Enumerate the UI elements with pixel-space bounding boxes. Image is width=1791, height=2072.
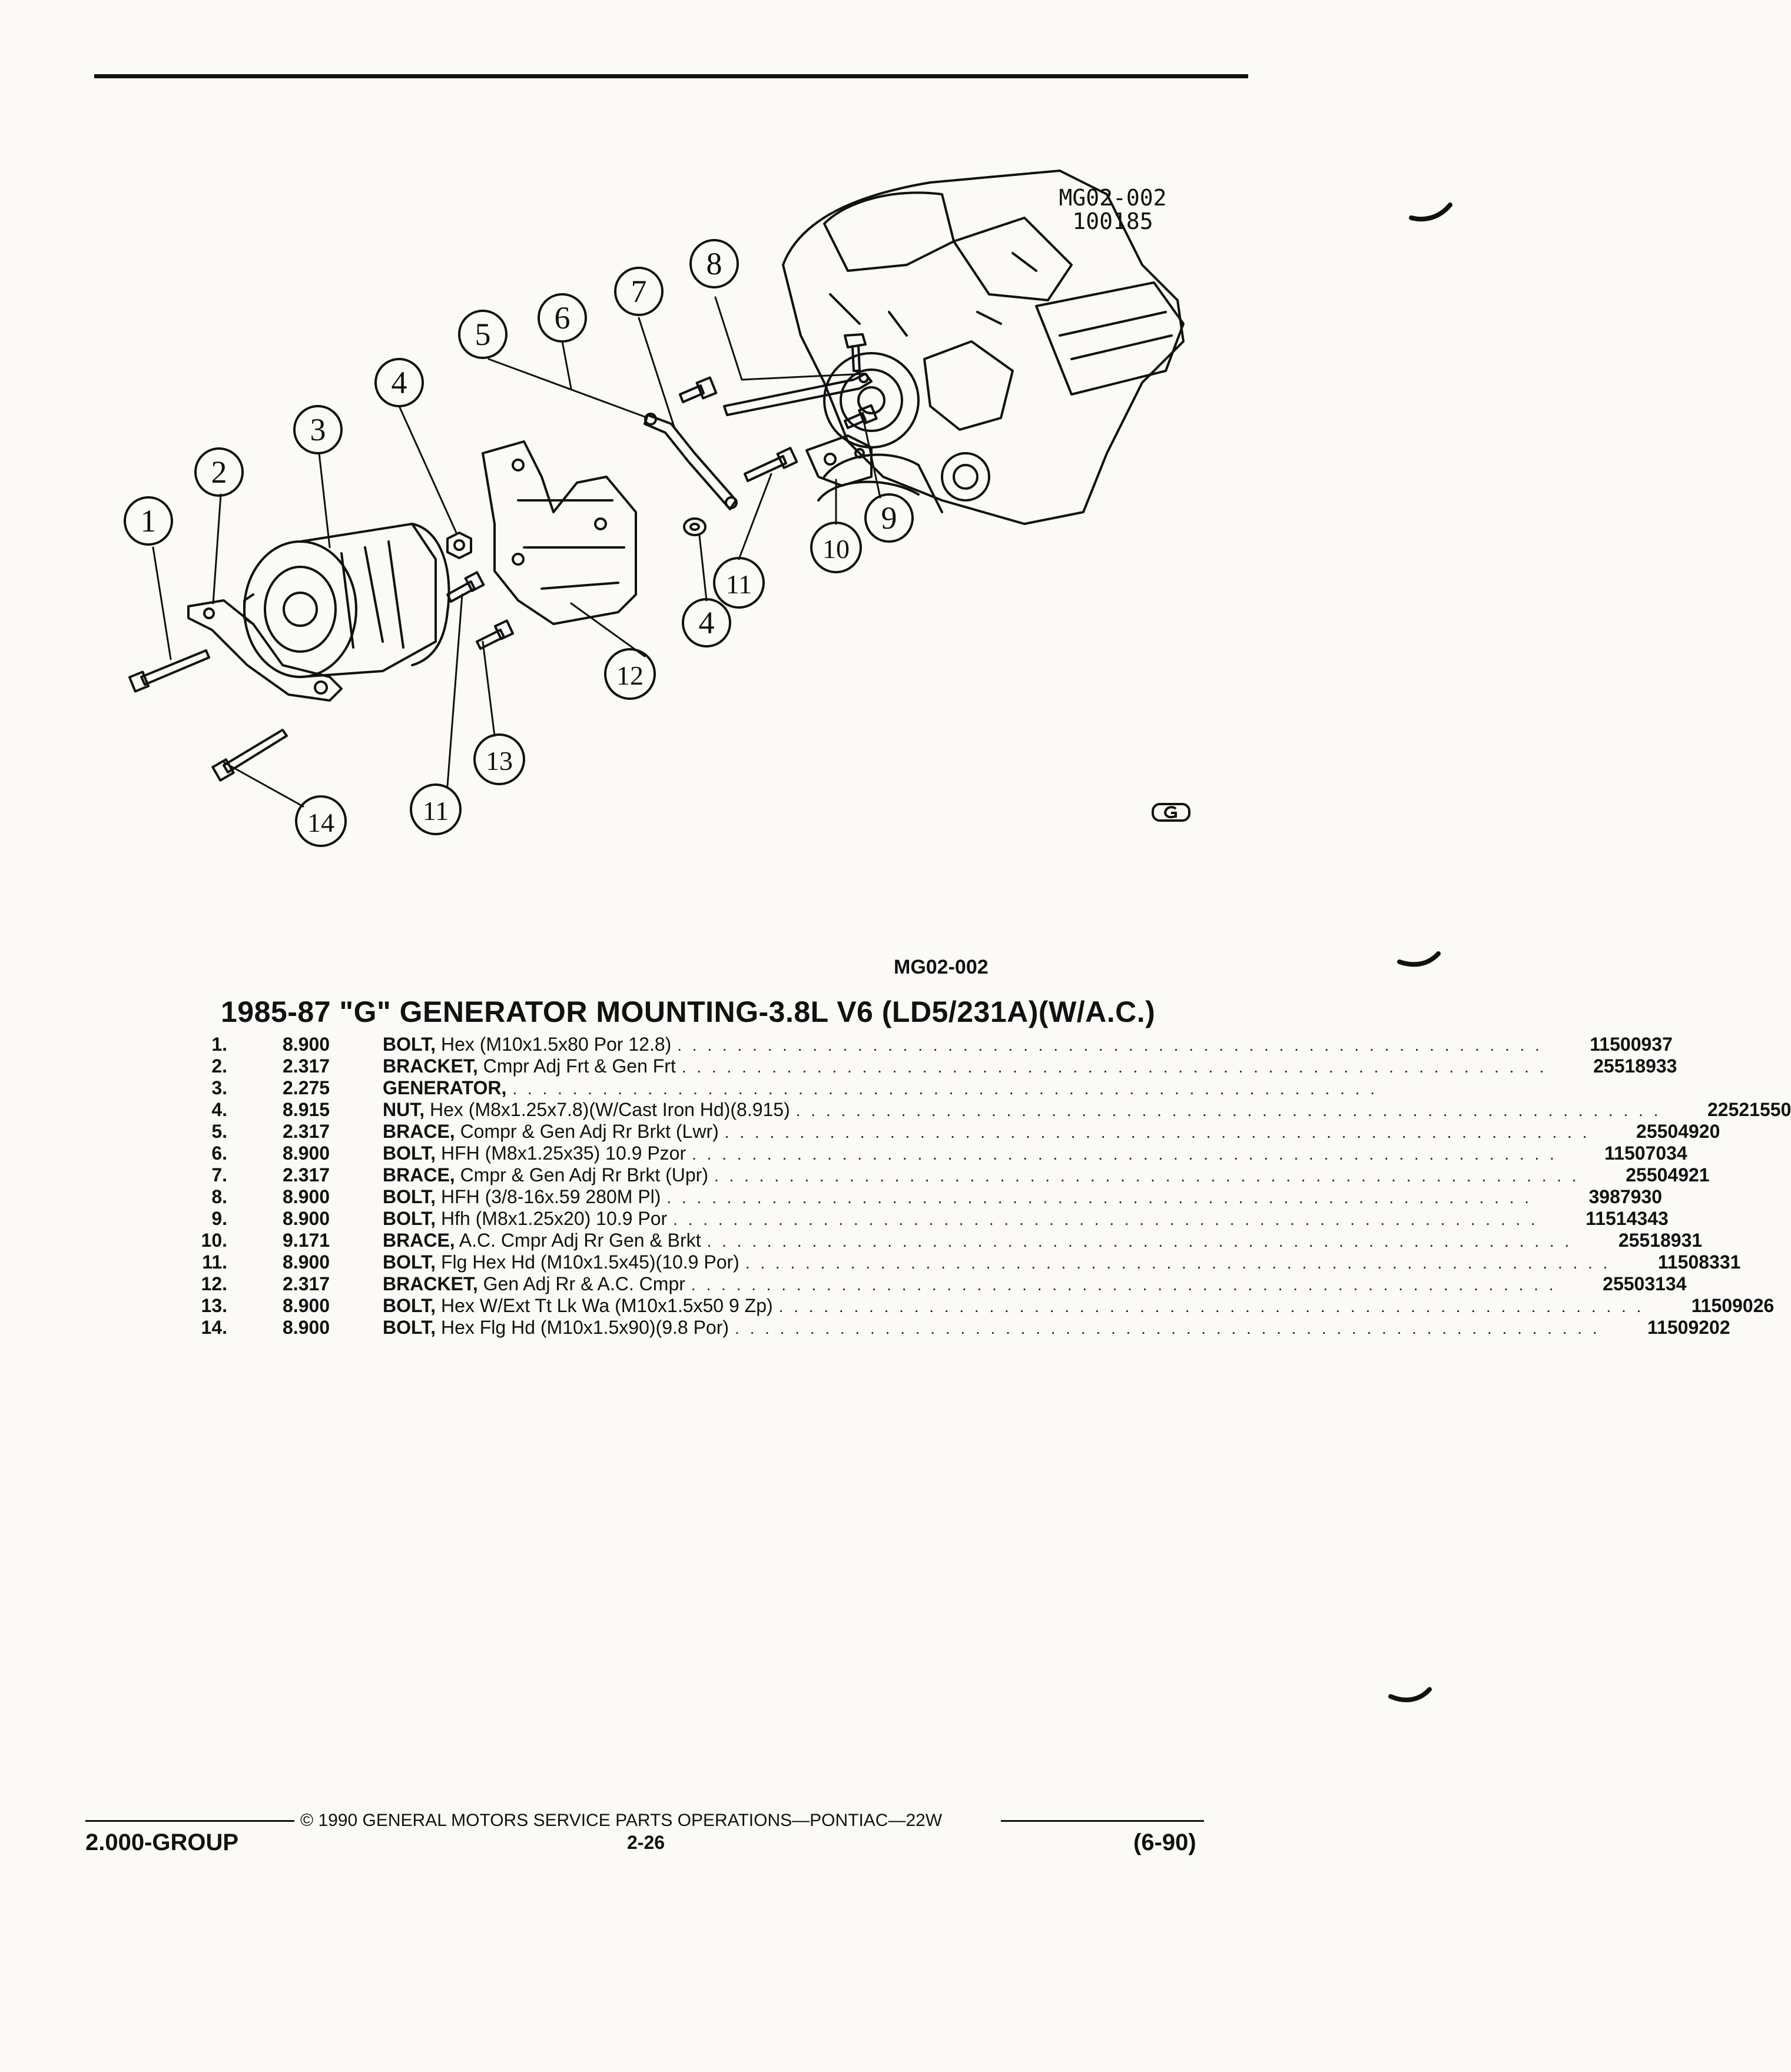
bolt-1-drawing <box>130 650 209 692</box>
leader-dots: . . . . . . . . . . . . . . . . . . . . . . . . . . . . . . . . . . . . . . . . . . . . . . . . . . . . . . . . . . <box>707 1232 1573 1250</box>
figure-code <box>1030 186 1195 233</box>
nut-4-drawing <box>447 533 471 558</box>
part-number: 25504921 <box>1626 1164 1710 1186</box>
part-detail: Hfh (M8x1.25x20) 10.9 Por <box>436 1208 668 1229</box>
part-number: 25518933 <box>1593 1055 1677 1077</box>
group-label: 2.000-GROUP <box>85 1829 239 1855</box>
callout-1 <box>125 497 172 544</box>
part-name: BRACKET, <box>383 1055 478 1077</box>
callout-3 <box>294 406 341 453</box>
part-name: BRACKET, <box>383 1273 478 1294</box>
part-detail: HFH (3/8-16x.59 280M Pl) <box>436 1186 661 1207</box>
figure-code-line-2: 100185 <box>1072 208 1153 234</box>
part-name: NUT, <box>383 1099 425 1120</box>
callout-2 <box>195 449 243 496</box>
callout-8 <box>691 240 738 287</box>
svg-text:1: 1 <box>140 503 157 539</box>
part-number: 3987930 <box>1588 1186 1663 1207</box>
item-number: 1. <box>211 1034 227 1055</box>
figure-code-line-1: MG02-002 <box>1059 185 1167 211</box>
part-name: BOLT, <box>383 1251 436 1273</box>
group-number: 8.900 <box>283 1251 330 1273</box>
item-number: 11. <box>202 1251 227 1273</box>
svg-text:14: 14 <box>307 808 334 838</box>
part-name: BOLT, <box>383 1143 436 1164</box>
leader-dots: . . . . . . . . . . . . . . . . . . . . . . . . . . . . . . . . . . . . . . . . . . . . . . . . . . . . . . . . . . <box>778 1297 1644 1316</box>
rear-bracket-drawing <box>483 441 636 624</box>
top-rule <box>94 74 1248 78</box>
item-number: 6. <box>211 1143 227 1164</box>
part-detail: Hex W/Ext Tt Lk Wa (M10x1.5x50 9 Zp) <box>436 1295 773 1316</box>
part-number: 22521550 <box>1707 1099 1791 1120</box>
group-number: 2.317 <box>283 1273 330 1294</box>
callout-9 <box>865 494 913 542</box>
part-detail: Gen Adj Rr & A.C. Cmpr <box>477 1273 685 1294</box>
exploded-parts-diagram <box>106 147 1354 895</box>
part-name: BOLT, <box>383 1034 436 1055</box>
item-number: 12. <box>201 1273 227 1294</box>
ac-brace-drawing <box>807 436 871 486</box>
svg-text:4: 4 <box>698 605 715 640</box>
gm-g-logo-icon <box>1151 801 1192 824</box>
svg-text:11: 11 <box>422 796 449 826</box>
svg-text:8: 8 <box>706 246 722 281</box>
part-name: GENERATOR, <box>383 1077 507 1098</box>
item-number: 2. <box>211 1055 227 1077</box>
callout-5 <box>459 311 506 358</box>
leader-dots: . . . . . . . . . . . . . . . . . . . . . . . . . . . . . . . . . . . . . . . . . . . . . . . . . . . . . . . . . . <box>735 1319 1600 1337</box>
binder-mark-icon-3 <box>1389 1684 1431 1707</box>
group-number: 8.900 <box>283 1034 330 1055</box>
copyright-line: © 1990 GENERAL MOTORS SERVICE PARTS OPERATIONS—PONTIAC—22W <box>300 1811 943 1830</box>
svg-text:5: 5 <box>475 317 491 352</box>
callout-11a <box>714 558 764 607</box>
leader-dots: . . . . . . . . . . . . . . . . . . . . . . . . . . . . . . . . . . . . . . . . . . . . . . . . . . . . . . . . . . <box>673 1210 1538 1228</box>
item-number: 8. <box>211 1186 227 1207</box>
parts-row <box>188 1251 1741 1273</box>
svg-text:2: 2 <box>211 454 227 490</box>
parts-row <box>188 1164 1710 1186</box>
parts-row <box>188 1186 1663 1208</box>
bolt-8-drawing <box>845 334 865 371</box>
part-detail: Hex (M10x1.5x80 Por 12.8) <box>436 1034 672 1055</box>
leader-dots: . . . . . . . . . . . . . . . . . . . . . . . . . . . . . . . . . . . . . . . . . . . . . . . . . . . . . . . . . . <box>666 1188 1533 1207</box>
callout-4a <box>376 359 423 406</box>
svg-text:12: 12 <box>616 660 644 690</box>
callout-7 <box>615 268 662 315</box>
group-number: 8.900 <box>283 1295 330 1316</box>
parts-row <box>188 1208 1669 1230</box>
bolt-9-drawing <box>845 406 877 428</box>
bolt-11-lower-drawing <box>447 572 483 602</box>
leader-dots: . . . . . . . . . . . . . . . . . . . . . . . . . . . . . . . . . . . . . . . . . . . . . . . . . . . . . . . . . . <box>512 1080 1378 1098</box>
group-number: 8.915 <box>283 1099 330 1120</box>
parts-row <box>188 1230 1703 1251</box>
part-name: BOLT, <box>383 1295 436 1316</box>
part-detail: Cmpr Adj Frt & Gen Frt <box>477 1055 676 1077</box>
svg-text:11: 11 <box>725 569 752 599</box>
group-number: 9.171 <box>283 1230 330 1251</box>
callout-11b <box>411 785 460 834</box>
part-name: BRACE, <box>383 1230 455 1251</box>
svg-text:4: 4 <box>391 365 407 400</box>
binder-mark-icon-1 <box>1410 200 1451 224</box>
parts-row <box>188 1077 1378 1099</box>
part-detail: Cmpr & Gen Adj Rr Brkt (Upr) <box>455 1164 708 1186</box>
part-detail: Hex (M8x1.25x7.8)(W/Cast Iron Hd)(8.915) <box>424 1099 790 1120</box>
item-number: 10. <box>201 1230 227 1251</box>
part-detail: HFH (M8x1.25x35) 10.9 Pzor <box>436 1143 686 1164</box>
parts-row <box>188 1143 1687 1164</box>
leader-dots: . . . . . . . . . . . . . . . . . . . . . . . . . . . . . . . . . . . . . . . . . . . . . . . . . . . . . . . . . . <box>677 1036 1543 1054</box>
part-name: BOLT, <box>383 1186 436 1207</box>
item-number: 9. <box>211 1208 227 1229</box>
group-number: 2.317 <box>283 1055 330 1077</box>
footer-rule-right <box>1001 1820 1204 1822</box>
item-number: 14. <box>201 1317 227 1338</box>
binder-mark-icon-2 <box>1398 948 1440 971</box>
part-number: 11500937 <box>1590 1034 1673 1055</box>
part-number: 25518931 <box>1618 1230 1703 1251</box>
svg-text:13: 13 <box>486 746 513 776</box>
callout-14 <box>296 796 346 846</box>
footer-rule-left <box>85 1820 294 1822</box>
part-number: 11508331 <box>1657 1251 1741 1273</box>
svg-text:10: 10 <box>822 534 850 564</box>
parts-list <box>188 1034 1791 1339</box>
svg-text:9: 9 <box>881 500 897 536</box>
item-number: 7. <box>211 1164 227 1186</box>
group-number: 8.900 <box>283 1317 330 1338</box>
part-detail: Compr & Gen Adj Rr Brkt (Lwr) <box>455 1121 719 1142</box>
part-number: 11509202 <box>1647 1317 1730 1338</box>
callout-4b <box>683 599 730 646</box>
parts-row <box>188 1099 1791 1121</box>
parts-row <box>188 1034 1673 1055</box>
revision-date: (6-90) <box>1133 1829 1196 1855</box>
part-number: 11514343 <box>1586 1208 1669 1229</box>
group-number: 8.900 <box>283 1143 330 1164</box>
group-number: 2.317 <box>283 1121 330 1142</box>
part-name: BOLT, <box>383 1317 436 1338</box>
callout-10 <box>811 523 861 572</box>
group-number: 2.317 <box>283 1164 330 1186</box>
page-number: 2-26 <box>627 1832 665 1853</box>
bolt-14-drawing <box>213 730 287 781</box>
callout-12 <box>605 649 655 699</box>
part-number: 11507034 <box>1604 1143 1687 1164</box>
leader-dots: . . . . . . . . . . . . . . . . . . . . . . . . . . . . . . . . . . . . . . . . . . . . . . . . . . . . . . . . . . <box>724 1123 1590 1141</box>
part-detail: A.C. Cmpr Adj Rr Gen & Brkt <box>455 1230 701 1251</box>
group-number: 8.900 <box>283 1186 330 1207</box>
lower-brace-drawing <box>645 414 737 509</box>
parts-row <box>188 1273 1687 1295</box>
leader-dots: . . . . . . . . . . . . . . . . . . . . . . . . . . . . . . . . . . . . . . . . . . . . . . . . . . . . . . . . . . <box>681 1058 1547 1076</box>
callout-13 <box>475 735 524 784</box>
item-number: 3. <box>211 1077 227 1098</box>
diagram-svg <box>106 147 1354 895</box>
part-name: BRACE, <box>383 1164 455 1186</box>
washer-4-drawing <box>684 519 705 535</box>
svg-text:7: 7 <box>631 274 647 309</box>
part-detail: Hex Flg Hd (M10x1.5x90)(9.8 Por) <box>436 1317 729 1338</box>
part-name: BRACE, <box>383 1121 455 1142</box>
leader-dots: . . . . . . . . . . . . . . . . . . . . . . . . . . . . . . . . . . . . . . . . . . . . . . . . . . . . . . . . . . <box>714 1167 1580 1185</box>
section-title: 1985-87 "G" GENERATOR MOUNTING-3.8L V6 (LD5/231A)(W/A.C.) <box>221 995 1156 1028</box>
leader-dots: . . . . . . . . . . . . . . . . . . . . . . . . . . . . . . . . . . . . . . . . . . . . . . . . . . . . . . . . . . <box>795 1101 1661 1120</box>
parts-row <box>188 1055 1677 1077</box>
leader-dots: . . . . . . . . . . . . . . . . . . . . . . . . . . . . . . . . . . . . . . . . . . . . . . . . . . . . . . . . . . <box>745 1254 1611 1272</box>
svg-text:6: 6 <box>554 300 571 336</box>
part-name: BOLT, <box>383 1208 436 1229</box>
parts-row <box>188 1317 1730 1339</box>
part-number: 25503134 <box>1603 1273 1687 1294</box>
part-number: 11509026 <box>1691 1295 1775 1316</box>
item-number: 4. <box>211 1099 227 1120</box>
leader-dots: . . . . . . . . . . . . . . . . . . . . . . . . . . . . . . . . . . . . . . . . . . . . . . . . . . . . . . . . . . <box>692 1145 1557 1163</box>
item-number: 13. <box>201 1295 227 1316</box>
parts-row <box>188 1295 1775 1317</box>
group-number: 8.900 <box>283 1208 330 1229</box>
parts-row <box>188 1121 1720 1143</box>
item-number: 5. <box>211 1121 227 1142</box>
leader-dots: . . . . . . . . . . . . . . . . . . . . . . . . . . . . . . . . . . . . . . . . . . . . . . . . . . . . . . . . . . <box>691 1276 1557 1294</box>
group-number: 2.275 <box>283 1077 330 1098</box>
svg-text:3: 3 <box>310 412 326 447</box>
leader-lines <box>153 297 880 806</box>
callout-6 <box>539 294 586 341</box>
part-detail: Flg Hex Hd (M10x1.5x45)(10.9 Por) <box>436 1251 739 1273</box>
part-number: 25504920 <box>1636 1121 1720 1142</box>
figure-label: MG02-002 <box>894 956 989 978</box>
bolt-6-drawing <box>680 378 716 402</box>
